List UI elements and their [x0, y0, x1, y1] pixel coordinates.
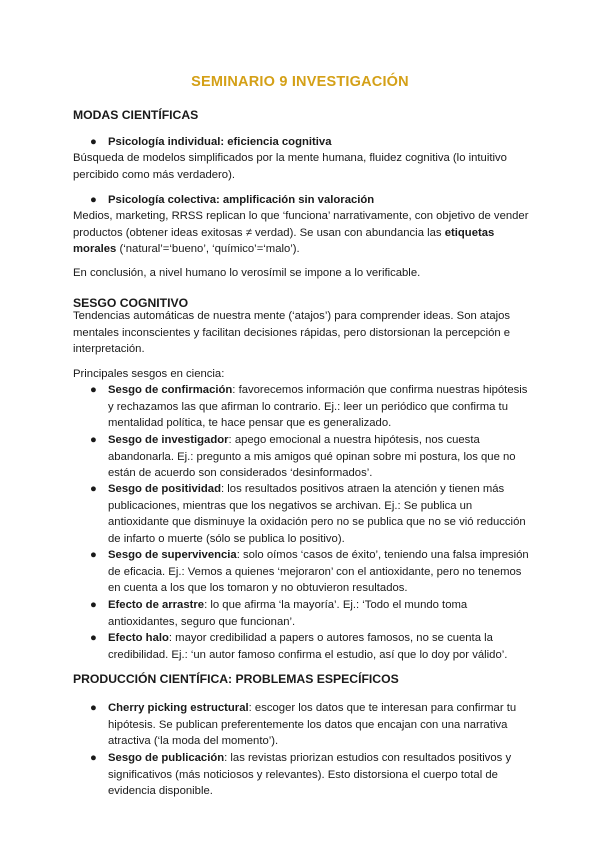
text-line [108, 432, 535, 449]
bullet-dot-icon: ● [90, 632, 97, 644]
bullet-dot-icon: ● [90, 599, 97, 611]
text-line [108, 750, 535, 767]
bullet-dot-icon: ● [90, 136, 97, 148]
bullet-supervivencia [90, 547, 535, 597]
text-line: percibido como más verdadero). [73, 168, 235, 181]
bullet-confirmacion [90, 382, 535, 432]
text-line: mentalidad política, te hace pensar que es generalizado. [108, 417, 392, 429]
text-line: atractiva (‘la moda del momento’). [108, 735, 279, 747]
bullet-dot-icon: ● [90, 702, 97, 714]
text-span: : apego emocional a nuestra hipótesis, nos cuesta [228, 434, 480, 446]
bullet-label: Sesgo de publicación [108, 752, 225, 764]
bullet-text [108, 597, 535, 630]
text-line: mentales inconscientes y facilitan decisiones rápidas, pero distorsionan la percepción e [73, 326, 511, 339]
text-line: Medios, marketing, RRSS replican lo que ‘funciona’ narrativamente, con objetivo de vender [73, 210, 529, 222]
bullet-label: Efecto halo [108, 632, 169, 644]
document-title: SEMINARIO 9 INVESTIGACIÓN [191, 74, 409, 90]
text-line: hipótesis. Se publican preferentemente los datos que encajan con una narrativa [108, 718, 508, 731]
section-heading-produccion: PRODUCCIÓN CIENTÍFICA: PROBLEMAS ESPECÍFICOS [73, 672, 399, 686]
text-line [73, 225, 535, 242]
text-line [108, 481, 535, 498]
bullet-label: Sesgo de supervivencia [108, 549, 237, 561]
text-line: y rechazamos las que afirman lo contrario. Ej.: leer un periódico que confirma tu [108, 400, 508, 413]
bold-term: morales [73, 243, 117, 255]
text-line: Búsqueda de modelos simplificados por la mente humana, fluidez cognitiva (lo intuitivo [73, 152, 507, 164]
bullet-text [108, 382, 535, 432]
bullet-label: Sesgo de investigador [108, 434, 229, 446]
text-span: (‘natural’=‘bueno’, ‘químico’=‘malo’). [116, 243, 300, 255]
bullet-label: Sesgo de confirmación [108, 384, 233, 396]
bullet-dot-icon: ● [90, 549, 97, 561]
text-line: credibilidad. Ej.: ‘un autor famoso confirma el estudio, así que lo doy por válido’. [108, 648, 508, 661]
bullet-dot-icon: ● [90, 752, 97, 764]
text-line: Tendencias automáticas de nuestra mente (‘atajos’) para comprender ideas. Son atajos [73, 310, 511, 322]
bullet-dot-icon: ● [90, 194, 97, 206]
conclusion-paragraph: En conclusión, a nivel humano lo verosímil se impone a lo verificable. [73, 267, 421, 279]
text-line: evidencia disponible. [108, 785, 213, 797]
text-span: : solo oímos ‘casos de éxito’, teniendo una falsa impresión [236, 549, 529, 561]
bullet-label: Psicología colectiva: amplificación sin valoración [108, 194, 375, 206]
text-line: de eficacia. Ej.: Vemos a quienes ‘mejoraron’ con el antioxidante, pero no tenemos [108, 565, 522, 578]
bullet-dot-icon: ● [90, 384, 97, 396]
bullet-publicacion [90, 750, 535, 800]
bullet-cherry-picking [90, 700, 535, 750]
bullet-arrastre [90, 597, 535, 630]
text-line: antioxidantes, seguro que funcionan’. [108, 615, 296, 628]
bullet-dot-icon: ● [90, 434, 97, 446]
text-line [108, 382, 535, 399]
bullet-investigador [90, 432, 535, 482]
bullet-label: Efecto de arrastre [108, 599, 205, 611]
paragraph-eficiencia [73, 150, 535, 183]
text-line: están de acuerdo son considerados ‘desinformados’. [108, 467, 373, 479]
paragraph-amplificacion [73, 208, 535, 258]
text-line [108, 547, 535, 564]
paragraph-sesgo-intro [73, 308, 535, 358]
text-span: : favorecemos información que confirma nuestras hipótesis [232, 384, 528, 396]
bullet-text [108, 750, 535, 800]
bold-term: etiquetas [444, 226, 495, 239]
bullet-text [108, 630, 535, 663]
bullet-halo [90, 630, 535, 663]
text-line: publicaciones, mientras que los negativos se archivan. Ej.: Se publica un [108, 499, 473, 512]
text-line [73, 241, 535, 258]
text-line [108, 630, 535, 647]
bullet-positividad [90, 481, 535, 547]
text-line: abandonarla. Ej.: pregunto a mis amigos qué opinan sobre mi postura, los que no [108, 450, 516, 463]
text-span: : los resultados positivos atraen la atención y tienen más [221, 483, 505, 495]
bullet-text [108, 481, 535, 547]
bullet-label: Sesgo de positividad [108, 483, 221, 495]
bullet-text [108, 700, 535, 750]
text-span: : las revistas priorizan estudios con resultados positivos y [224, 752, 512, 764]
bullet-dot-icon: ● [90, 483, 97, 495]
text-line: interpretación. [73, 343, 145, 355]
text-line [108, 597, 535, 614]
text-line: significativos (más noticiosos y relevantes). Esto distorsiona el cuerpo total de [108, 768, 498, 781]
text-line: de infarto o muerte (sólo se publica lo positivo). [108, 532, 345, 545]
bullet-text [108, 547, 535, 597]
section-heading-modas: MODAS CIENTÍFICAS [73, 108, 199, 122]
text-span: : lo que afirma ‘la mayoría’. Ej.: ‘Todo el mundo toma [204, 599, 468, 611]
text-span: : escoger los datos que te interesan para confirmar tu [248, 702, 517, 714]
bullet-label: Psicología individual: eficiencia cognitiva [108, 136, 332, 148]
paragraph-lead: Principales sesgos en ciencia: [73, 368, 225, 380]
text-line [108, 700, 535, 717]
text-span: : mayor credibilidad a papers o autores famosos, no se cuenta la [168, 632, 493, 644]
text-line: antioxidante que disminuye la oxidación pero no se publica que no se vió reducción [108, 516, 526, 528]
bullet-label: Cherry picking estructural [108, 702, 249, 714]
bullet-text [108, 432, 535, 482]
text-line: en cuenta a los que los tomaron y no obtuvieron resultados. [108, 582, 408, 594]
text-span: productos (obtener ideas exitosas ≠ verdad). Se usan con abundancia las [73, 226, 445, 239]
section-heading-sesgo: SESGO COGNITIVO [73, 296, 189, 310]
